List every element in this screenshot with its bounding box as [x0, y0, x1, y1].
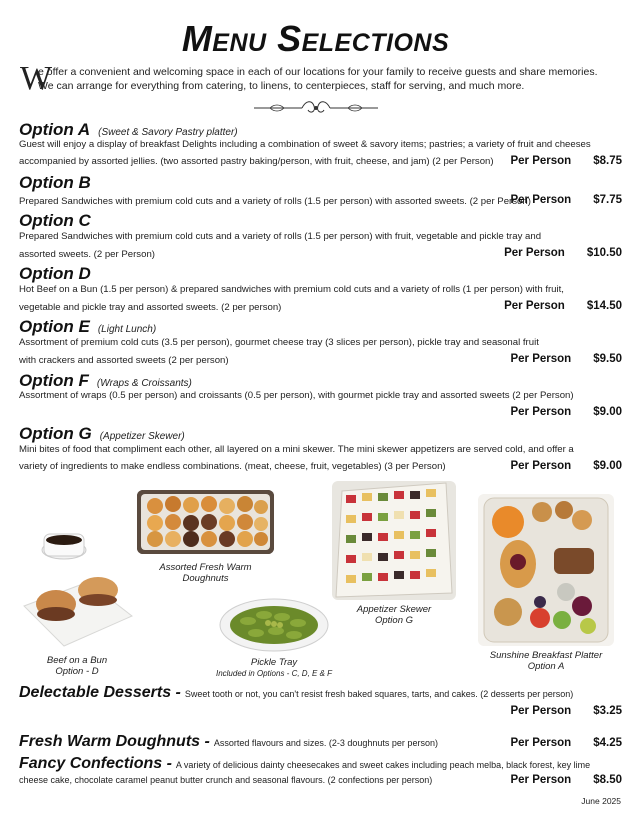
option-c-desc-1: Prepared Sandwiches with premium cold cuts and a variety of rolls (1.5 per person) with fruit, vegetable and pickle tray and — [19, 231, 542, 242]
option-c-price-value: $10.50 — [586, 247, 622, 259]
option-g-desc-2: variety of ingredients to make endless combinations. (meat, cheese, fruit, vegetables) (3 per Person) — [19, 461, 446, 472]
option-b-price-value: $7.75 — [593, 194, 622, 206]
doughnuts-heading — [19, 733, 438, 751]
intro-paragraph — [20, 60, 620, 98]
option-a-subtitle: (Sweet & Savory Pastry platter) — [98, 127, 238, 138]
option-g-name: Option G — [19, 424, 92, 443]
pickle-tray-image — [218, 597, 330, 653]
doughnuts-price — [510, 737, 622, 749]
option-b-price — [510, 194, 622, 206]
option-g-desc-1: Mini bites of food that compliment each other, all layered on a mini skewer. The mini skewer appetizers are served cold, and offer a — [19, 444, 574, 455]
flourish-divider-icon — [250, 98, 382, 118]
intro-dropcap: W — [20, 60, 53, 97]
confections-price — [510, 774, 622, 786]
option-a-desc-1: Guest will enjoy a display of breakfast Delights including a combination of sweet & savory items; pastries; a variety of fruit and cheeses — [19, 139, 591, 150]
confections-price-value: $8.50 — [593, 774, 622, 786]
appetizer-skewer-image — [332, 481, 456, 600]
pickle-tray-photo — [218, 597, 330, 653]
per-person-label: Per Person — [510, 194, 572, 206]
option-e-price — [510, 353, 622, 365]
option-c-name: Option C — [19, 211, 91, 230]
beef-bun-caption — [18, 655, 136, 677]
option-g-subtitle: (Appetizer Skewer) — [99, 431, 185, 442]
pickle-tray-caption-1: Pickle Tray — [250, 657, 298, 668]
doughnuts-caption-2: Doughnuts — [182, 573, 229, 584]
per-person-label: Per Person — [504, 300, 565, 312]
confections-desc-2: cheese cake, chocolate caramel peanut butter crunch and seasonal flavours. (2 confections per person) — [19, 775, 433, 785]
per-person-label: Per Person — [510, 353, 572, 365]
breakfast-platter-caption-1: Sunshine Breakfast Platter — [489, 650, 603, 661]
option-a-desc-2: accompanied by assorted jellies. (two assorted pastry baking/person, with fruit, cheese, and jam) (2 per Person) — [19, 156, 494, 167]
page-title: Menu Selections — [181, 18, 450, 59]
option-d-price — [504, 300, 622, 312]
per-person-label: Per Person — [510, 155, 572, 167]
breakfast-platter-caption-2: Option A — [527, 661, 565, 672]
option-a-price — [510, 155, 622, 167]
breakfast-platter-caption — [472, 650, 620, 672]
option-e-price-value: $9.50 — [593, 353, 622, 365]
breakfast-platter-photo — [478, 494, 614, 646]
desserts-heading — [19, 684, 573, 702]
appetizer-skewer-caption-2: Option G — [374, 615, 414, 626]
option-c-desc-2: assorted sweets. (2 per Person) — [19, 249, 155, 260]
breakfast-platter-image — [478, 494, 614, 646]
per-person-label: Per Person — [510, 460, 572, 472]
confections-desc-1: A variety of delicious dainty cheesecakes and sweet cakes including peach melba, black forest, key lime — [175, 760, 591, 770]
doughnuts-name: Fresh Warm Doughnuts - — [19, 733, 210, 750]
option-d-desc-2: vegetable and pickle tray and assorted sweets. (2 per person) — [19, 302, 282, 313]
option-e-name: Option E — [19, 317, 90, 336]
per-person-label: Per Person — [510, 406, 572, 418]
per-person-label: Per Person — [510, 737, 572, 749]
option-b-heading — [19, 173, 91, 193]
option-f-price-value: $9.00 — [593, 406, 622, 418]
appetizer-skewer-caption — [332, 604, 456, 626]
option-f-desc-1: Assortment of wraps (0.5 per person) and croissants (0.5 per person), with gourmet pickle tray and assorted sweets (2 per Person) — [19, 390, 574, 401]
option-g-price-value: $9.00 — [593, 460, 622, 472]
doughnuts-desc: Assorted flavours and sizes. (2-3 doughnuts per person) — [213, 738, 438, 748]
option-d-name: Option D — [19, 264, 91, 283]
doughnuts-caption — [137, 562, 274, 584]
appetizer-skewer-caption-1: Appetizer Skewer — [356, 604, 432, 615]
doughnuts-image — [137, 490, 274, 554]
beef-bun-caption-1: Beef on a Bun — [46, 655, 108, 666]
option-a-price-value: $8.75 — [593, 155, 622, 167]
doughnuts-photo — [137, 490, 274, 554]
intro-line-2: We can arrange for everything from catering, to linens, to centerpieces, staff for serving, and much more. — [38, 80, 525, 92]
option-d-price-value: $14.50 — [586, 300, 622, 312]
option-b-desc-1: Prepared Sandwiches with premium cold cuts and a variety of rolls (1.5 per person) with assorted sweets. (2 per Person) — [19, 196, 531, 207]
pickle-tray-caption-2: Included in Options - C, D, E & F — [215, 669, 333, 678]
beef-bun-image — [18, 528, 136, 650]
desserts-name: Delectable Desserts - — [19, 684, 181, 701]
option-e-desc-2: with crackers and assorted sweets (2 per person) — [19, 355, 229, 366]
option-b-name: Option B — [19, 173, 91, 192]
option-d-desc-1: Hot Beef on a Bun (1.5 per person) & prepared sandwiches with premium cold cuts and a variety of rolls (1 per person) with fruit, — [19, 284, 564, 295]
per-person-label: Per Person — [510, 705, 572, 717]
option-f-subtitle: (Wraps & Croissants) — [96, 378, 192, 389]
option-f-price — [510, 406, 622, 418]
pickle-tray-caption — [198, 657, 350, 679]
beef-bun-caption-2: Option - D — [55, 666, 99, 677]
appetizer-skewer-photo — [332, 481, 456, 600]
desserts-price — [510, 705, 622, 717]
intro-line-1: e offer a convenient and welcoming space in each of our locations for your family to receive guests and share memories. — [38, 66, 598, 78]
per-person-label: Per Person — [504, 247, 565, 259]
option-e-desc-1: Assortment of premium cold cuts (3.5 per person), gourmet cheese tray (3 slices per person), pickle tray and seasonal fruit — [19, 337, 539, 348]
option-g-price — [510, 460, 622, 472]
confections-name: Fancy Confections - — [19, 755, 172, 772]
beef-bun-photo — [18, 528, 136, 650]
per-person-label: Per Person — [510, 774, 572, 786]
desserts-price-value: $3.25 — [593, 705, 622, 717]
confections-heading — [19, 755, 590, 773]
option-a-name: Option A — [19, 120, 91, 139]
desserts-desc: Sweet tooth or not, you can't resist fresh baked squares, tarts, and cakes. (2 desserts per person) — [184, 689, 574, 699]
doughnuts-price-value: $4.25 — [593, 737, 622, 749]
option-f-name: Option F — [19, 371, 89, 390]
option-c-price — [504, 247, 622, 259]
option-e-subtitle: (Light Lunch) — [97, 324, 157, 335]
doughnuts-caption-1: Assorted Fresh Warm — [159, 562, 252, 573]
issue-date: June 2025 — [581, 796, 621, 806]
